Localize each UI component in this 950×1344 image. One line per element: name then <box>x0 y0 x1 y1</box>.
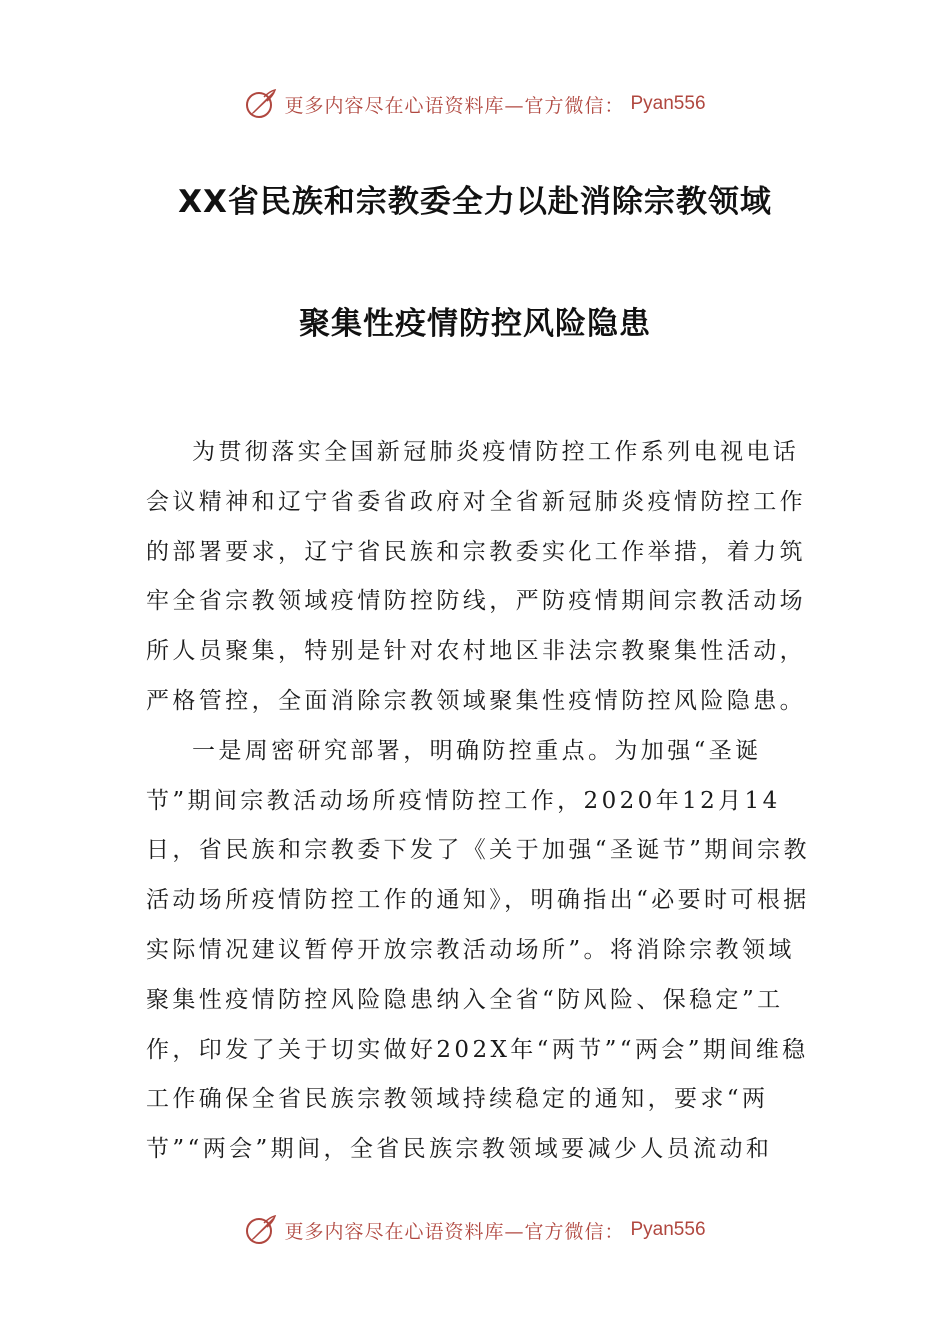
quill-logo-icon <box>244 1213 278 1247</box>
quill-logo-icon <box>244 87 278 121</box>
paragraph-point-one: 一是周密研究部署，明确防控重点。为加强“圣诞节”期间宗教活动场所疫情防控工作，2020年12月14日，省民族和宗教委下发了《关于加强“圣诞节”期间宗教活动场所疫情防控工作的通知》，明确指出“必要时可根据实际情况建议暂停开放宗教活动场所”。将消除宗教领域聚集性疫情防控风险隐患纳入全省“防风险、保稳定”工作，印发了关于切实做好202X年“两节”“两会”期间维稳工作确保全省民族宗教领域持续稳定的通知，要求“两节”“两会”期间，全省民族宗教领域要减少人员流动和 <box>146 737 810 1163</box>
document-title-line-2: 聚集性疫情防控风险隐患 <box>299 306 651 342</box>
watermark-wechat-id: Pyan556 <box>630 93 706 114</box>
watermark-wechat-id: Pyan556 <box>630 1219 706 1240</box>
header-watermark-banner <box>0 84 950 124</box>
document-title-line-1: XX省民族和宗教委全力以赴消除宗教领域 <box>178 184 772 220</box>
paragraph-intro: 为贯彻落实全国新冠肺炎疫情防控工作系列电视电话会议精神和辽宁省委省政府对全省新冠肺炎疫情防控工作的部署要求，辽宁省民族和宗教委实化工作举措，着力筑牢全省宗教领域疫情防控防线，严防疫情期间宗教活动场所人员聚集，特别是针对农村地区非法宗教聚集性活动，严格管控，全面消除宗教领域聚集性疫情防控风险隐患。 <box>146 439 806 714</box>
watermark-text: 更多内容尽在心语资料库—官方微信： <box>284 1220 625 1243</box>
document-body <box>146 428 814 1175</box>
watermark-text: 更多内容尽在心语资料库—官方微信： <box>284 94 625 117</box>
footer-watermark-banner <box>0 1210 950 1250</box>
